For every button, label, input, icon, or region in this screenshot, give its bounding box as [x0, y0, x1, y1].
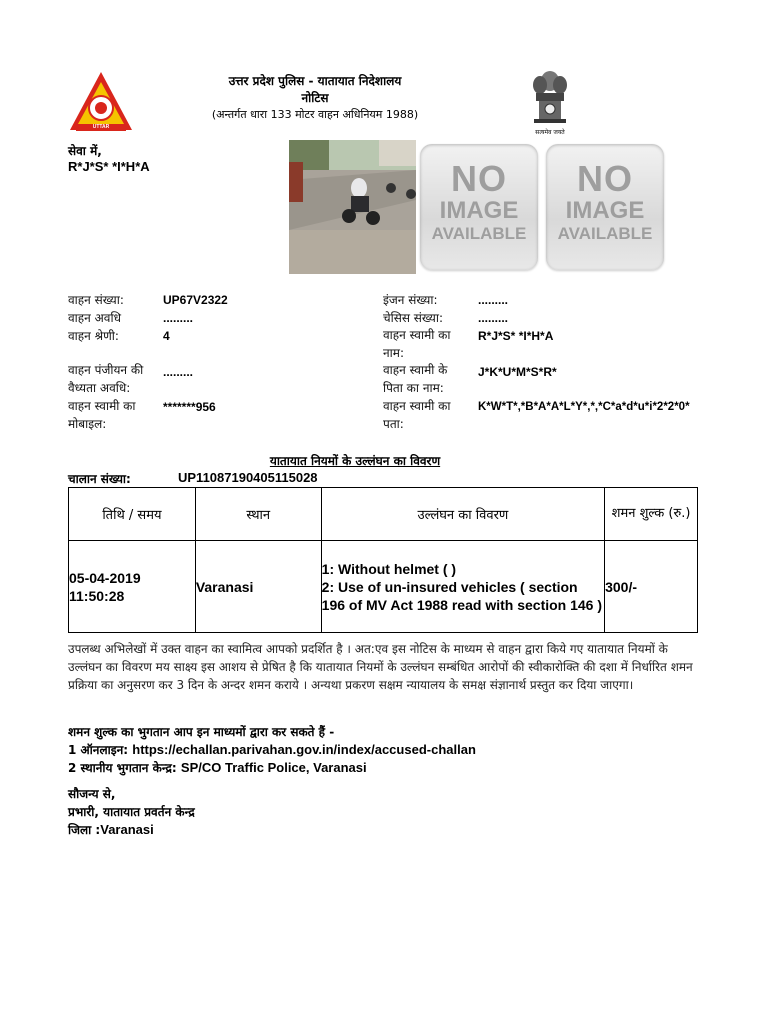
- no-image-text: NO: [577, 158, 633, 199]
- column-header: शमन शुल्क (रु.): [605, 488, 698, 541]
- vehicle-no-label: वाहन संख्या:: [68, 293, 124, 307]
- footer-officer: प्रभारी, यातायात प्रवर्तन केन्द्र: [68, 805, 195, 819]
- owner-name-value: R*J*S* *I*H*A: [478, 329, 554, 343]
- no-image-placeholder-2: [546, 144, 664, 270]
- evidence-photo: [289, 140, 416, 274]
- no-image-text: IMAGE: [565, 197, 645, 224]
- reg-validity-value: .........: [163, 365, 194, 379]
- payment-link[interactable]: https://echallan.parivahan.gov.in/index/accused-challan: [132, 742, 476, 757]
- salutation: सेवा में,: [68, 144, 102, 158]
- violation-date: 05-04-2019: [69, 569, 141, 586]
- footer-district: [68, 821, 154, 838]
- violation-time: 11:50:28: [69, 587, 125, 604]
- owner-mobile-label: वाहन स्वामी का: [68, 399, 136, 413]
- notice-paragraph: उपलब्ध अभिलेखों में उक्त वाहन का स्वामित्व आपको प्रदर्शित है । अत:एव इस नोटिस के माध्यम से वाहन द्वारा किये गए यातायात नियमों के उल्लंघन का विवरण मय साक्ष्य इस आशय से प्रेषित है कि यातायात नियमों के उल्लंघन सम्बंधित आरोपों की स्वीकारोक्ति की दशा में निर्धारित शमन प्रक्रिया का अनुसरण कर 3 दिन के अन्दर शमन कराये । अन्यथा प्रकरण सक्षम न्यायालय के समक्ष संज्ञानार्थ प्रस्तुत कर दिया जाएगा।: [68, 642, 693, 692]
- emblem-caption: सत्यमेव जयते: [535, 129, 565, 136]
- engine-no-value: .........: [478, 293, 509, 307]
- father-name-label: वाहन स्वामी के: [383, 363, 448, 377]
- date-time-cell: [69, 541, 196, 633]
- no-image-text: NO: [451, 158, 507, 199]
- vehicle-period-value: .........: [163, 311, 194, 325]
- footer-courtesy: सौजन्य से,: [68, 787, 116, 801]
- offence-cell: [321, 541, 604, 633]
- table-header-row: [69, 488, 698, 541]
- payment-option-online: [68, 741, 476, 758]
- owner-address-label: वाहन स्वामी का: [383, 399, 451, 413]
- recipient-name: R*J*S* *I*H*A: [68, 159, 150, 174]
- no-image-text: AVAILABLE: [557, 224, 653, 243]
- fine-cell: 300/-: [605, 541, 698, 633]
- payment-option-label: 1 ऑनलाइन:: [68, 743, 129, 757]
- owner-address-value: K*W*T*,*B*A*A*L*Y*,*,*C*a*d*u*i*2*2*0*: [478, 401, 690, 413]
- table-row: [69, 541, 698, 633]
- district-value: Varanasi: [100, 822, 154, 837]
- owner-name-label: नाम:: [383, 346, 404, 360]
- national-emblem-icon: [528, 67, 572, 136]
- no-image-placeholder-1: [420, 144, 538, 270]
- violation-section-title: यातायात नियमों के उल्लंघन का विवरण: [269, 454, 441, 468]
- violation-table: [68, 487, 698, 633]
- payment-heading: शमन शुल्क का भुगतान आप इन माध्यमों द्वारा कर सकते हैं -: [68, 725, 335, 739]
- challan-label: चालान संख्या:: [68, 472, 131, 486]
- owner-address-label: पता:: [383, 417, 404, 431]
- traffic-police-logo: [68, 70, 134, 137]
- reg-validity-label: वैध्यता अवधि:: [68, 381, 131, 395]
- owner-mobile-value: *******956: [163, 400, 216, 414]
- reg-validity-label: वाहन पंजीयन की: [68, 363, 144, 377]
- vehicle-class-label: वाहन श्रेणी:: [68, 329, 119, 343]
- payment-center: SP/CO Traffic Police, Varanasi: [180, 760, 367, 775]
- vehicle-class-value: 4: [163, 329, 170, 343]
- chassis-no-label: चेसिस संख्या:: [383, 311, 444, 325]
- payment-option-label: 2 स्थानीय भुगतान केन्द्र:: [68, 761, 177, 775]
- notice-title: उत्तर प्रदेश पुलिस - यातायात निदेशालय: [228, 74, 402, 88]
- place-cell: Varanasi: [195, 541, 321, 633]
- vehicle-period-label: वाहन अवधि: [68, 311, 121, 325]
- father-name-label: पिता का नाम:: [383, 381, 444, 395]
- district-label: जिला :: [68, 823, 101, 837]
- no-image-text: AVAILABLE: [431, 224, 527, 243]
- chassis-no-value: .........: [478, 311, 509, 325]
- owner-mobile-label: मोबाइल:: [68, 417, 107, 431]
- column-header: तिथि / समय: [69, 488, 196, 541]
- owner-name-label: वाहन स्वामी का: [383, 328, 451, 342]
- payment-option-local: [68, 759, 367, 776]
- notice-subtitle: (अन्तर्गत धारा 133 मोटर वाहन अधिनियम 1988): [211, 108, 419, 121]
- offence-item: 1: Without helmet ( ): [321, 560, 457, 577]
- challan-no: UP11087190405115028: [178, 470, 318, 485]
- logo-caption: UTTAR PRADESH: [88, 124, 114, 137]
- father-name-value: J*K*U*M*S*R*: [478, 365, 557, 379]
- engine-no-label: इंजन संख्या:: [383, 293, 438, 307]
- no-image-text: IMAGE: [439, 197, 519, 224]
- notice-heading: नोटिस: [301, 91, 329, 105]
- offence-item: 2: Use of un-insured vehicles ( section 196 of MV Act 1988 read with section 146 ): [321, 578, 603, 613]
- column-header: स्थान: [195, 488, 321, 541]
- column-header: उल्लंघन का विवरण: [321, 488, 604, 541]
- vehicle-no-value: UP67V2322: [163, 293, 228, 307]
